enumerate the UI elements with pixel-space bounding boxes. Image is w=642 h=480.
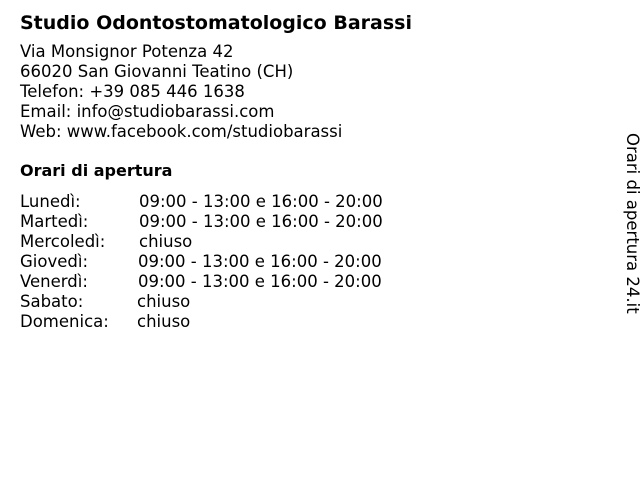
hours-row-saturday — [20, 292, 600, 312]
hours-row-tuesday — [20, 212, 600, 232]
email-address: Email: info@studiobarassi.com — [20, 102, 275, 121]
time-value: chiuso — [137, 312, 191, 331]
hours-row-thursday — [20, 252, 600, 272]
business-name: Studio Odontostomatologico Barassi — [20, 12, 412, 34]
hours-row-sunday — [20, 312, 600, 332]
business-card — [20, 10, 600, 332]
time-value: 09:00 - 13:00 e 16:00 - 20:00 — [138, 252, 382, 271]
city-address: 66020 San Giovanni Teatino (CH) — [20, 62, 294, 81]
phone-number: Telefon: +39 085 446 1638 — [20, 82, 245, 101]
site-watermark — [622, 133, 642, 313]
day-label: Domenica: — [20, 312, 109, 331]
time-value: chiuso — [137, 292, 191, 311]
website-address: Web: www.facebook.com/studiobarassi — [20, 122, 343, 141]
time-value: 09:00 - 13:00 e 16:00 - 20:00 — [139, 212, 383, 231]
day-label: Venerdì: — [20, 272, 88, 291]
hours-row-monday — [20, 192, 600, 212]
day-label: Lunedì: — [20, 192, 81, 211]
time-value: 09:00 - 13:00 e 16:00 - 20:00 — [138, 272, 382, 291]
day-label: Mercoledì: — [20, 232, 106, 251]
time-value: chiuso — [139, 232, 193, 251]
watermark-text: Orari di apertura 24.it — [623, 133, 642, 314]
hours-row-friday — [20, 272, 600, 292]
opening-hours-heading: Orari di apertura — [20, 161, 173, 180]
day-label: Martedì: — [20, 212, 89, 231]
hours-row-wednesday — [20, 232, 600, 252]
time-value: 09:00 - 13:00 e 16:00 - 20:00 — [139, 192, 383, 211]
day-label: Giovedì: — [20, 252, 88, 271]
day-label: Sabato: — [20, 292, 84, 311]
street-address: Via Monsignor Potenza 42 — [20, 42, 234, 61]
opening-hours-list — [20, 192, 600, 332]
